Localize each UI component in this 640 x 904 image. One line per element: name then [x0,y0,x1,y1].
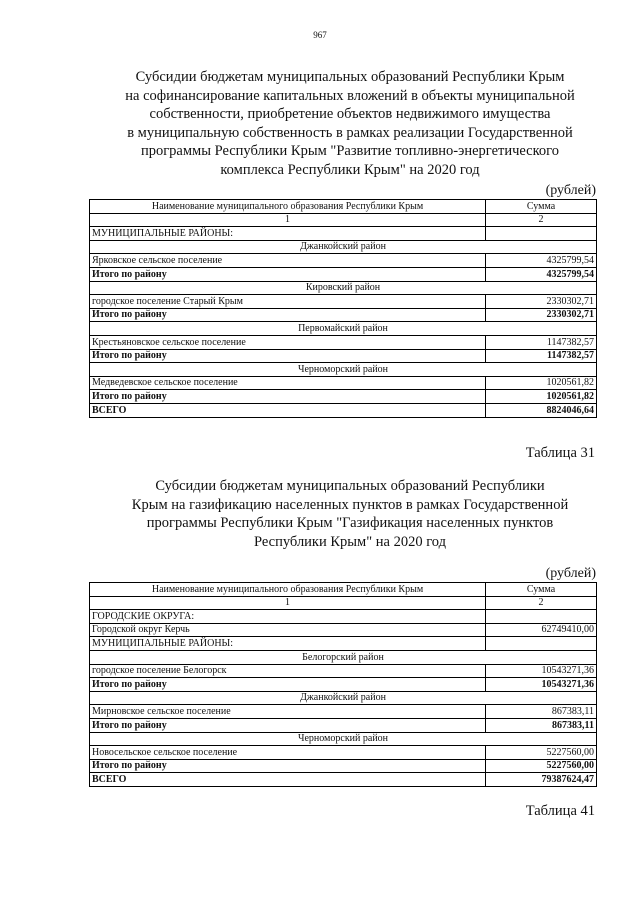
table-label: Таблица 31 [525,445,595,461]
row-name: Итого по району [90,308,486,322]
row-amount: 1147382,57 [486,349,597,363]
district-name: Черноморский район [90,363,597,377]
row-amount: 867383,11 [486,705,597,719]
district-row [90,650,597,664]
header-name: Наименование муниципального образования Республики Крым [90,583,486,597]
table-row [90,746,597,760]
row-amount: 2330302,71 [486,308,597,322]
total-row [90,349,597,363]
total-row [90,773,597,787]
district-row [90,281,597,295]
title-line: в муниципальную собственность в рамках реализации Государственной [127,124,573,141]
row-name: Новосельское сельское поселение [90,746,486,760]
row-amount: 8824046,64 [486,403,597,417]
row-name: ВСЕГО [90,403,486,417]
row-name: Мирновское сельское поселение [90,705,486,719]
unit-label: (рублей) [545,183,596,198]
row-amount: 62749410,00 [486,623,597,637]
district-name: Кировский район [90,281,597,295]
row-amount: 79387624,47 [486,773,597,787]
header-row [90,200,597,214]
total-row [90,403,597,417]
total-row [90,390,597,404]
column-number-row [90,213,597,227]
header-sum: Сумма [486,200,597,214]
row-amount: 10543271,36 [486,664,597,678]
table-body [90,200,597,418]
row-name: Итого по району [90,759,486,773]
district-name: Белогорский район [90,650,597,664]
row-name: городское поселение Старый Крым [90,295,486,309]
district-row [90,732,597,746]
title-line: программы Республики Крым "Газификация населенных пунктов [146,515,554,532]
row-amount: 4325799,54 [486,267,597,281]
row-amount [486,637,597,651]
column-number: 2 [486,213,597,227]
table-row [90,254,597,268]
title-line: программы Республики Крым "Развитие топливно-энергетического [140,143,560,160]
group-row [90,637,597,651]
table-row [90,664,597,678]
row-amount: 1147382,57 [486,335,597,349]
title-line: Субсидии бюджетам муниципальных образований Республики [155,478,545,494]
column-number-row [90,596,597,610]
title-line: Республики Крым" на 2020 год [254,533,446,550]
row-name: Итого по району [90,678,486,692]
row-amount: 867383,11 [486,718,597,732]
row-name: Итого по району [90,718,486,732]
row-amount: 2330302,71 [486,295,597,309]
row-name: Итого по району [90,390,486,404]
column-number: 1 [90,213,486,227]
page-number: 967 [313,30,327,40]
title-line: собственности, приобретение объектов недвижимого имущества [149,106,551,123]
row-amount [486,610,597,624]
row-amount: 5227560,00 [486,759,597,773]
column-number: 2 [486,596,597,610]
row-name: городское поселение Белогорск [90,664,486,678]
district-name: Джанкойский район [90,691,597,705]
district-row [90,691,597,705]
row-name: Итого по району [90,349,486,363]
column-number: 1 [90,596,486,610]
row-amount: 1020561,82 [486,376,597,390]
row-amount: 1020561,82 [486,390,597,404]
table-body [90,583,597,787]
row-amount [486,227,597,241]
subsidy-table-1 [89,199,597,418]
district-name: Джанкойский район [90,240,597,254]
row-name: ГОРОДСКИЕ ОКРУГА: [90,610,486,624]
total-row [90,267,597,281]
group-row [90,610,597,624]
row-name: Городской округ Керчь [90,623,486,637]
total-row [90,678,597,692]
district-row [90,322,597,336]
total-row [90,718,597,732]
row-amount: 5227560,00 [486,746,597,760]
district-row [90,240,597,254]
section-2-title [90,477,610,551]
row-name: ВСЕГО [90,773,486,787]
table-row [90,376,597,390]
row-name: МУНИЦИПАЛЬНЫЕ РАЙОНЫ: [90,637,486,651]
total-row [90,759,597,773]
title-line: комплекса Республики Крым" на 2020 год [220,161,480,178]
table-label: Таблица 41 [525,803,595,819]
section-1-title [90,68,610,180]
unit-label: (рублей) [545,566,596,581]
table-row [90,335,597,349]
row-name: Крестьяновское сельское поселение [90,335,486,349]
table-row [90,295,597,309]
district-name: Первомайский район [90,322,597,336]
total-row [90,308,597,322]
row-name: Медведевское сельское поселение [90,376,486,390]
row-name: МУНИЦИПАЛЬНЫЕ РАЙОНЫ: [90,227,486,241]
row-amount: 4325799,54 [486,254,597,268]
row-amount: 10543271,36 [486,678,597,692]
title-line: Субсидии бюджетам муниципальных образований Республики Крым [135,69,565,85]
table-row [90,705,597,719]
district-row [90,363,597,377]
table-row [90,623,597,637]
subsidy-table-2 [89,582,597,787]
district-name: Черноморский район [90,732,597,746]
header-sum: Сумма [486,583,597,597]
row-name: Ярковское сельское поселение [90,254,486,268]
header-name: Наименование муниципального образования Республики Крым [90,200,486,214]
title-line: на софинансирование капитальных вложений в объекты муниципальной [125,87,575,104]
title-line: Крым на газификацию населенных пунктов в рамках Государственной [131,496,569,513]
header-row [90,583,597,597]
group-row [90,227,597,241]
row-name: Итого по району [90,267,486,281]
